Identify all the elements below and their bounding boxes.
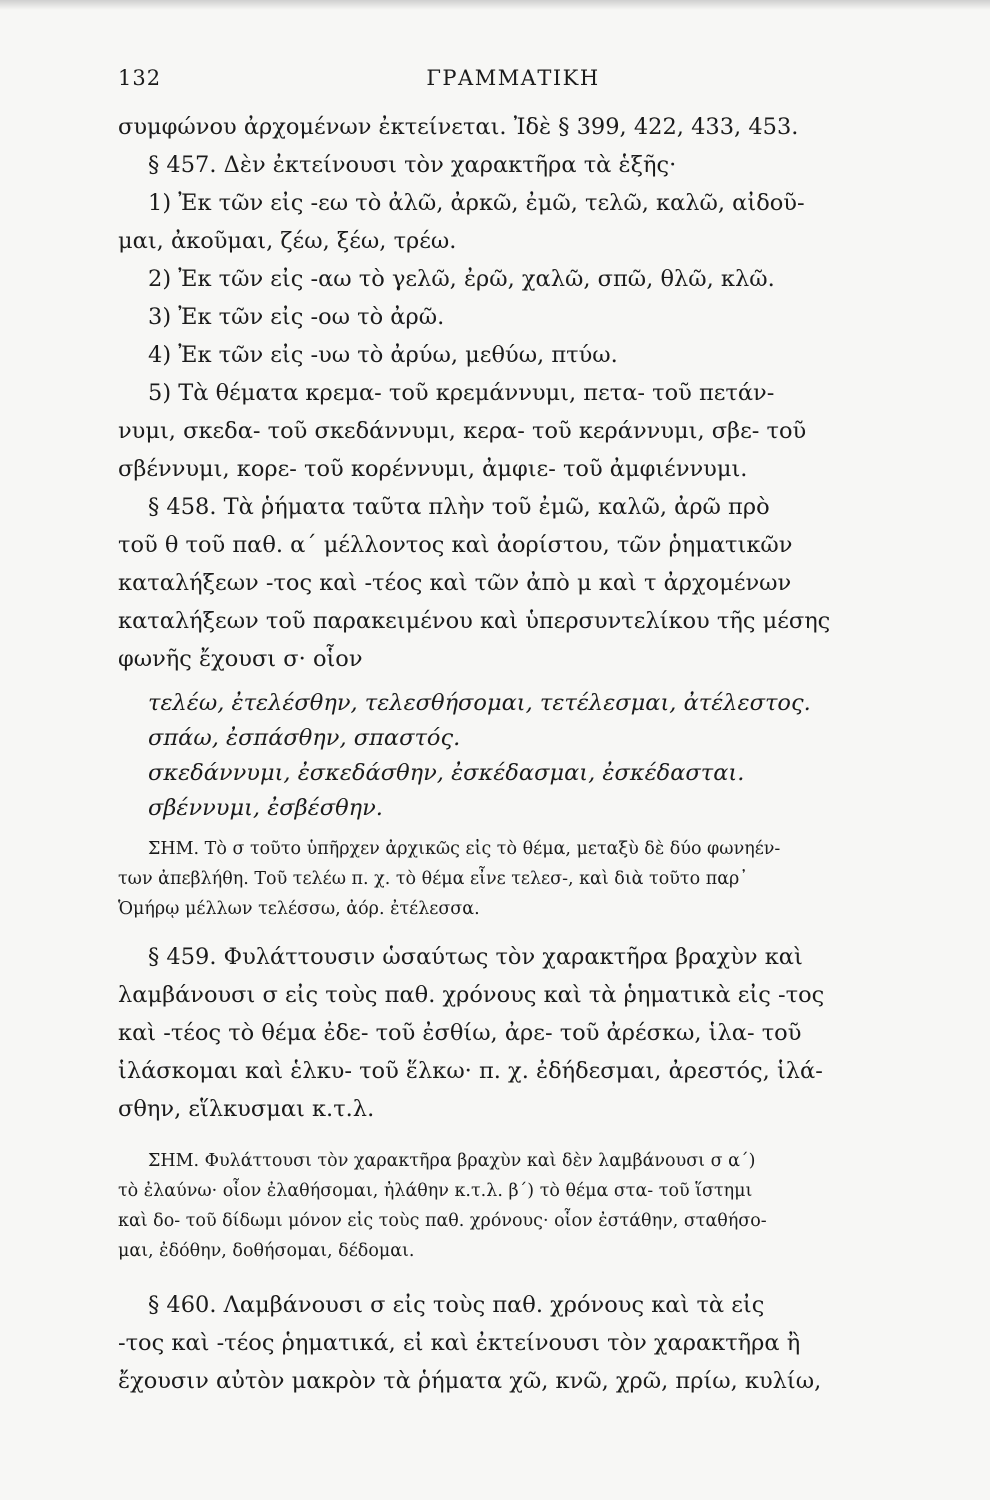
verb-forms-line: σπάω, ἐσπάσθην, σπαστός.: [148, 725, 461, 751]
section-heading: § 457. Δὲν ἐκτείνουσι τὸν χαρακτῆρα τὰ ἑξῆς·: [148, 152, 677, 178]
text-line: -τος καὶ -τέος ῥηματικά, εἰ καὶ ἐκτείνουσι τὸν χαρακτῆρα ἢ: [118, 1330, 801, 1356]
text-line: 3) Ἐκ τῶν εἰς -οω τὸ ἀρῶ.: [148, 304, 445, 330]
text-line: καταλήξεων -τος καὶ -τέος καὶ τῶν ἀπὸ μ καὶ τ ἀρχομένων: [118, 570, 792, 596]
note-line: ΣΗΜ. Τὸ σ τοῦτο ὑπῆρχεν ἀρχικῶς εἰς τὸ θέμα, μεταξὺ δὲ δύο φωνηέν-: [148, 839, 781, 859]
text-line: ἔχουσιν αὐτὸν μακρὸν τὰ ῥήματα χῶ, κνῶ, χρῶ, πρίω, κυλίω,: [118, 1368, 822, 1394]
page-header: [118, 66, 908, 96]
note-line: καὶ δο- τοῦ δίδωμι μόνον εἰς τοὺς παθ. χρόνους· οἷον ἐστάθην, σταθήσο-: [118, 1211, 767, 1231]
verb-forms-line: σκεδάννυμι, ἐσκεδάσθην, ἐσκέδασμαι, ἐσκέδασται.: [148, 760, 745, 786]
page-number: 132: [118, 66, 162, 90]
text-line: σθην, εἵλκυσμαι κ.τ.λ.: [118, 1096, 375, 1122]
scan-top-edge: [0, 0, 990, 10]
section-heading: § 460. Λαμβάνουσι σ εἰς τοὺς παθ. χρόνους καὶ τὰ εἰς: [148, 1292, 765, 1318]
text-line: 4) Ἐκ τῶν εἰς -υω τὸ ἀρύω, μεθύω, πτύω.: [148, 342, 618, 368]
text-line: σβέννυμι, κορε- τοῦ κορέννυμι, ἀμφιε- τοῦ ἀμφιέννυμι.: [118, 456, 748, 482]
text-line: συμφώνου ἀρχομένων ἐκτείνεται. Ἰδὲ § 399, 422, 433, 453.: [118, 114, 799, 140]
text-line: καὶ -τέος τὸ θέμα ἐδε- τοῦ ἐσθίω, ἀρε- τοῦ ἀρέσκω, ἱλα- τοῦ: [118, 1020, 802, 1046]
text-line: μαι, ἀκοῦμαι, ζέω, ξέω, τρέω.: [118, 228, 457, 254]
note-line: τὸ ἐλαύνω· οἷον ἐλαθήσομαι, ἠλάθην κ.τ.λ. β΄) τὸ θέμα στα- τοῦ ἵστημι: [118, 1181, 753, 1201]
note-line: των ἀπεβλήθη. Τοῦ τελέω π. χ. τὸ θέμα εἶνε τελεσ-, καὶ διὰ τοῦτο παρ᾽: [118, 869, 749, 889]
note-line: μαι, ἐδόθην, δοθήσομαι, δέδομαι.: [118, 1241, 415, 1261]
text-line: λαμβάνουσι σ εἰς τοὺς παθ. χρόνους καὶ τὰ ῥηματικὰ εἰς -τος: [118, 982, 825, 1008]
text-line: φωνῆς ἔχουσι σ· οἷον: [118, 646, 363, 672]
text-line: ἱλάσκομαι καὶ ἑλκυ- τοῦ ἕλκω· π. χ. ἐδήδεσμαι, ἀρεστός, ἱλά-: [118, 1058, 823, 1084]
text-line: 5) Τὰ θέματα κρεμα- τοῦ κρεμάννυμι, πετα- τοῦ πετάν-: [148, 380, 775, 406]
section-458: [118, 488, 918, 924]
text-line: τοῦ θ τοῦ παθ. α΄ μέλλοντος καὶ ἀορίστου, τῶν ῥηματικῶν: [118, 532, 793, 558]
running-title: ΓΡΑΜΜΑΤΙΚΗ: [426, 66, 600, 90]
note-line: Ὁμήρῳ μέλλων τελέσσω, ἀόρ. ἐτέλεσσα.: [118, 899, 480, 919]
text-line: 2) Ἐκ τῶν εἰς -αω τὸ γελῶ, ἐρῶ, χαλῶ, σπῶ, θλῶ, κλῶ.: [148, 266, 775, 292]
note-line: ΣΗΜ. Φυλάττουσι τὸν χαρακτῆρα βραχὺν καὶ δὲν λαμβάνουσι σ α΄): [148, 1151, 756, 1171]
section-460: [118, 1286, 918, 1400]
page-body: [118, 108, 918, 1400]
text-line: καταλήξεων τοῦ παρακειμένου καὶ ὑπερσυντελίκου τῆς μέσης: [118, 608, 831, 634]
section-heading: § 458. Τὰ ῥήματα ταῦτα πλὴν τοῦ ἐμῶ, καλῶ, ἀρῶ πρὸ: [148, 494, 770, 520]
verb-forms-line: τελέω, ἐτελέσθην, τελεσθήσομαι, τετέλεσμαι, ἀτέλεστος.: [148, 690, 811, 716]
text-line: 1) Ἐκ τῶν εἰς -εω τὸ ἀλῶ, ἀρκῶ, ἐμῶ, τελῶ, καλῶ, αἰδοῦ-: [148, 190, 805, 216]
section-heading: § 459. Φυλάττουσιν ὡσαύτως τὸν χαρακτῆρα βραχὺν καὶ: [148, 944, 803, 970]
verb-forms-line: σβέννυμι, ἐσβέσθην.: [148, 795, 383, 821]
text-line: νυμι, σκεδα- τοῦ σκεδάννυμι, κερα- τοῦ κεράννυμι, σβε- τοῦ: [118, 418, 807, 444]
section-457: [118, 146, 918, 488]
section-459: [118, 938, 918, 1266]
